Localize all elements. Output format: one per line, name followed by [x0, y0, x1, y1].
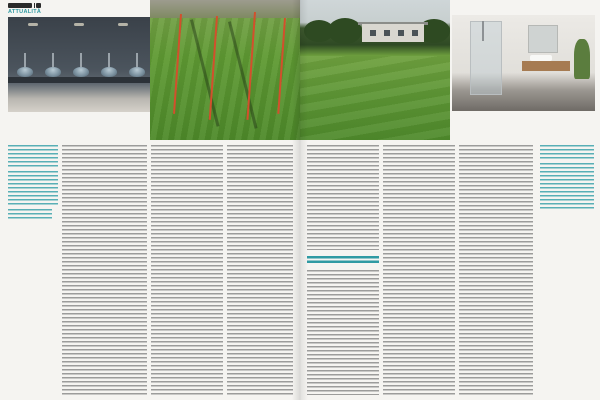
body-text-column — [307, 145, 379, 250]
washbasin — [129, 67, 145, 77]
plant — [574, 39, 590, 79]
building-window — [370, 30, 376, 36]
tap — [136, 53, 138, 67]
photo-garden-installation — [150, 0, 300, 140]
body-text-column — [307, 270, 379, 395]
subheading — [307, 256, 379, 265]
light-fixture — [74, 23, 84, 26]
shower-head — [482, 21, 484, 41]
body-text-column — [459, 145, 533, 395]
lawn — [300, 56, 450, 140]
building-window — [398, 30, 404, 36]
caption-block — [8, 171, 58, 205]
caption-block — [540, 145, 594, 159]
page-number — [36, 3, 41, 8]
orange-pole — [173, 14, 182, 114]
washbasin — [45, 67, 61, 77]
tap — [24, 53, 26, 67]
body-text-column — [227, 145, 293, 395]
washbasin — [530, 55, 552, 61]
photo-bathroom-washbasins — [8, 17, 150, 112]
section-label: ATTUALITÀ — [8, 8, 42, 15]
counter — [8, 77, 150, 83]
washbasin — [73, 67, 89, 77]
photo-bathroom-modern — [452, 15, 595, 111]
shower-glass — [470, 21, 502, 95]
logo-divider — [34, 3, 35, 8]
photo-building-landscape — [300, 0, 450, 140]
building-window — [412, 30, 418, 36]
caption-block — [540, 163, 594, 209]
light-fixture — [28, 23, 38, 26]
caption-block — [8, 145, 58, 167]
body-text-column — [151, 145, 223, 395]
path — [150, 0, 300, 18]
body-text-column — [62, 145, 147, 395]
tree — [328, 18, 362, 44]
tap — [52, 53, 54, 67]
tap — [80, 53, 82, 67]
caption-block — [8, 209, 52, 219]
tap — [108, 53, 110, 67]
washbasin — [101, 67, 117, 77]
magazine-logo — [8, 3, 32, 8]
washbasin — [17, 67, 33, 77]
mirror — [528, 25, 558, 53]
vanity — [522, 61, 570, 71]
body-text-column — [383, 145, 455, 395]
building-window — [384, 30, 390, 36]
light-fixture — [118, 23, 128, 26]
orange-pole — [277, 18, 286, 114]
